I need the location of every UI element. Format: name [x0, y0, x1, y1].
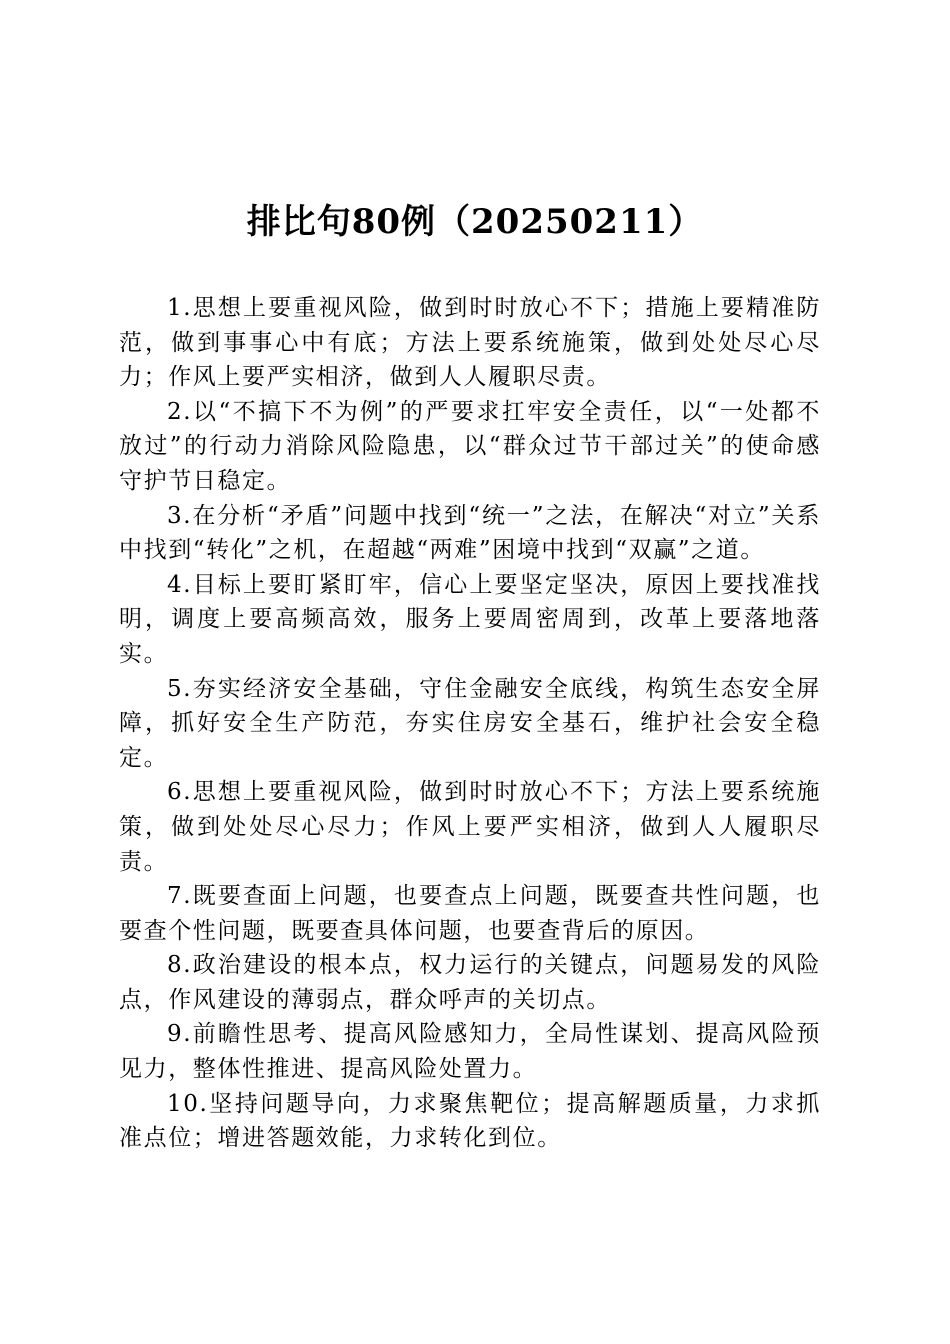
paragraph-9: 9.前瞻性思考、提高风险感知力，全局性谋划、提高风险预见力，整体性推进、提高风险处置力。	[119, 1021, 821, 1083]
paragraph-3: 3.在分析“矛盾”问题中找到“统一”之法，在解决“对立”关系中找到“转化”之机，在超越“两难”困境中找到“双赢”之道。	[119, 502, 821, 564]
paragraph-8: 8.政治建设的根本点，权力运行的关键点，问题易发的风险点，作风建设的薄弱点，群众呼声的关切点。	[119, 952, 821, 1013]
paragraph-6: 6.思想上要重视风险，做到时时放心不下；方法上要系统施策，做到处处尽心尽力；作风上要严实相济，做到人人履职尽责。	[119, 779, 821, 875]
paragraph-10: 10.坚持问题导向，力求聚焦靶位；提高解题质量，力求抓准点位；增进答题效能，力求转化到位。	[119, 1090, 821, 1152]
paragraph-4: 4.目标上要盯紧盯牢，信心上要坚定坚决，原因上要找准找明，调度上要高频高效，服务上要周密周到，改革上要落地落实。	[119, 571, 821, 667]
document-body	[119, 291, 821, 1156]
paragraph-1: 1.思想上要重视风险，做到时时放心不下；措施上要精准防范，做到事事心中有底；方法上要系统施策，做到处处尽心尽力；作风上要严实相济，做到人人履职尽责。	[119, 295, 821, 391]
document-title: 排比句80例（20250211）	[246, 202, 704, 242]
paragraph-7: 7.既要查面上问题，也要查点上问题，既要查共性问题，也要查个性问题，既要查具体问题，也要查背后的原因。	[119, 883, 821, 944]
paragraph-5: 5.夯实经济安全基础，守住金融安全底线，构筑生态安全屏障，抓好安全生产防范，夯实住房安全基石，维护社会安全稳定。	[119, 675, 821, 771]
paragraph-2: 2.以“不搞下不为例”的严要求扛牢安全责任，以“一处都不放过”的行动力消除风险隐患，以“群众过节干部过关”的使命感守护节日稳定。	[119, 398, 821, 494]
